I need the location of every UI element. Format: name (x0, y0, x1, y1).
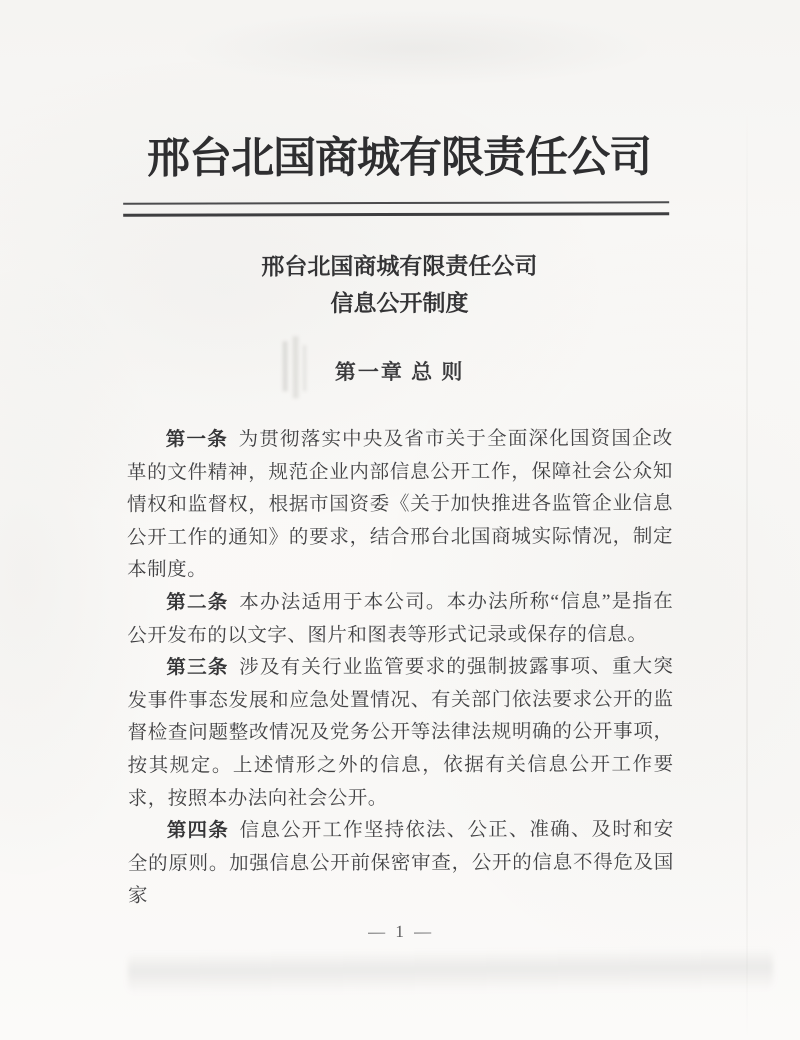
article-3-text: 涉及有关行业监管要求的强制披露事项、重大突发事件事态发展和应急处置情况、有关部门依法要求公开的监督检查问题整改情况及党务公开等法律法规明确的公开事项，按其规定。上述情形之外的信息，依据有关信息公开工作要求，按照本办法向社会公开。 (127, 656, 674, 810)
article-2-text: 本办法适用于本公司。本办法所称“信息”是指在公开发布的以文字、图片和图表等形式记录或保存的信息。 (127, 591, 674, 647)
chapter-heading: 第一章 总 则 (334, 359, 465, 385)
article-body (127, 423, 674, 913)
document-title (0, 247, 799, 323)
article-1-text: 为贯彻落实中央及省市关于全面深化国资国企改革的文件精神，规范企业内部信息公开工作，保障社会公众知情权和监督权，根据市国资委《关于加快推进各监管企业信息公开工作的通知》的要求，结合邢台北国商城实际情况，制定本制度。 (126, 428, 674, 582)
article-paragraph-3 (127, 651, 673, 815)
article-paragraph-4 (128, 814, 674, 913)
article-3-label: 第三条 (166, 657, 229, 679)
letterhead-title: 邢台北国商城有限责任公司 (146, 134, 652, 183)
article-paragraph-2 (127, 586, 673, 653)
document-title-line2: 信息公开制度 (330, 290, 469, 317)
letterhead-double-rule (123, 201, 669, 216)
article-4-label: 第四条 (166, 820, 229, 842)
paper-fold-edge (746, 110, 748, 1040)
article-1-label: 第一条 (165, 429, 228, 451)
document-title-line1: 邢台北国商城有限责任公司 (261, 253, 538, 280)
paper-edge-shadow (128, 948, 773, 995)
page-number: — 1 — (368, 921, 435, 942)
article-paragraph-1 (127, 423, 673, 587)
article-2-label: 第二条 (166, 592, 229, 614)
article-4-text: 信息公开工作坚持依法、公正、准确、及时和安全的原则。加强信息公开前保密审查，公开的信息不得危及国家 (127, 819, 674, 908)
